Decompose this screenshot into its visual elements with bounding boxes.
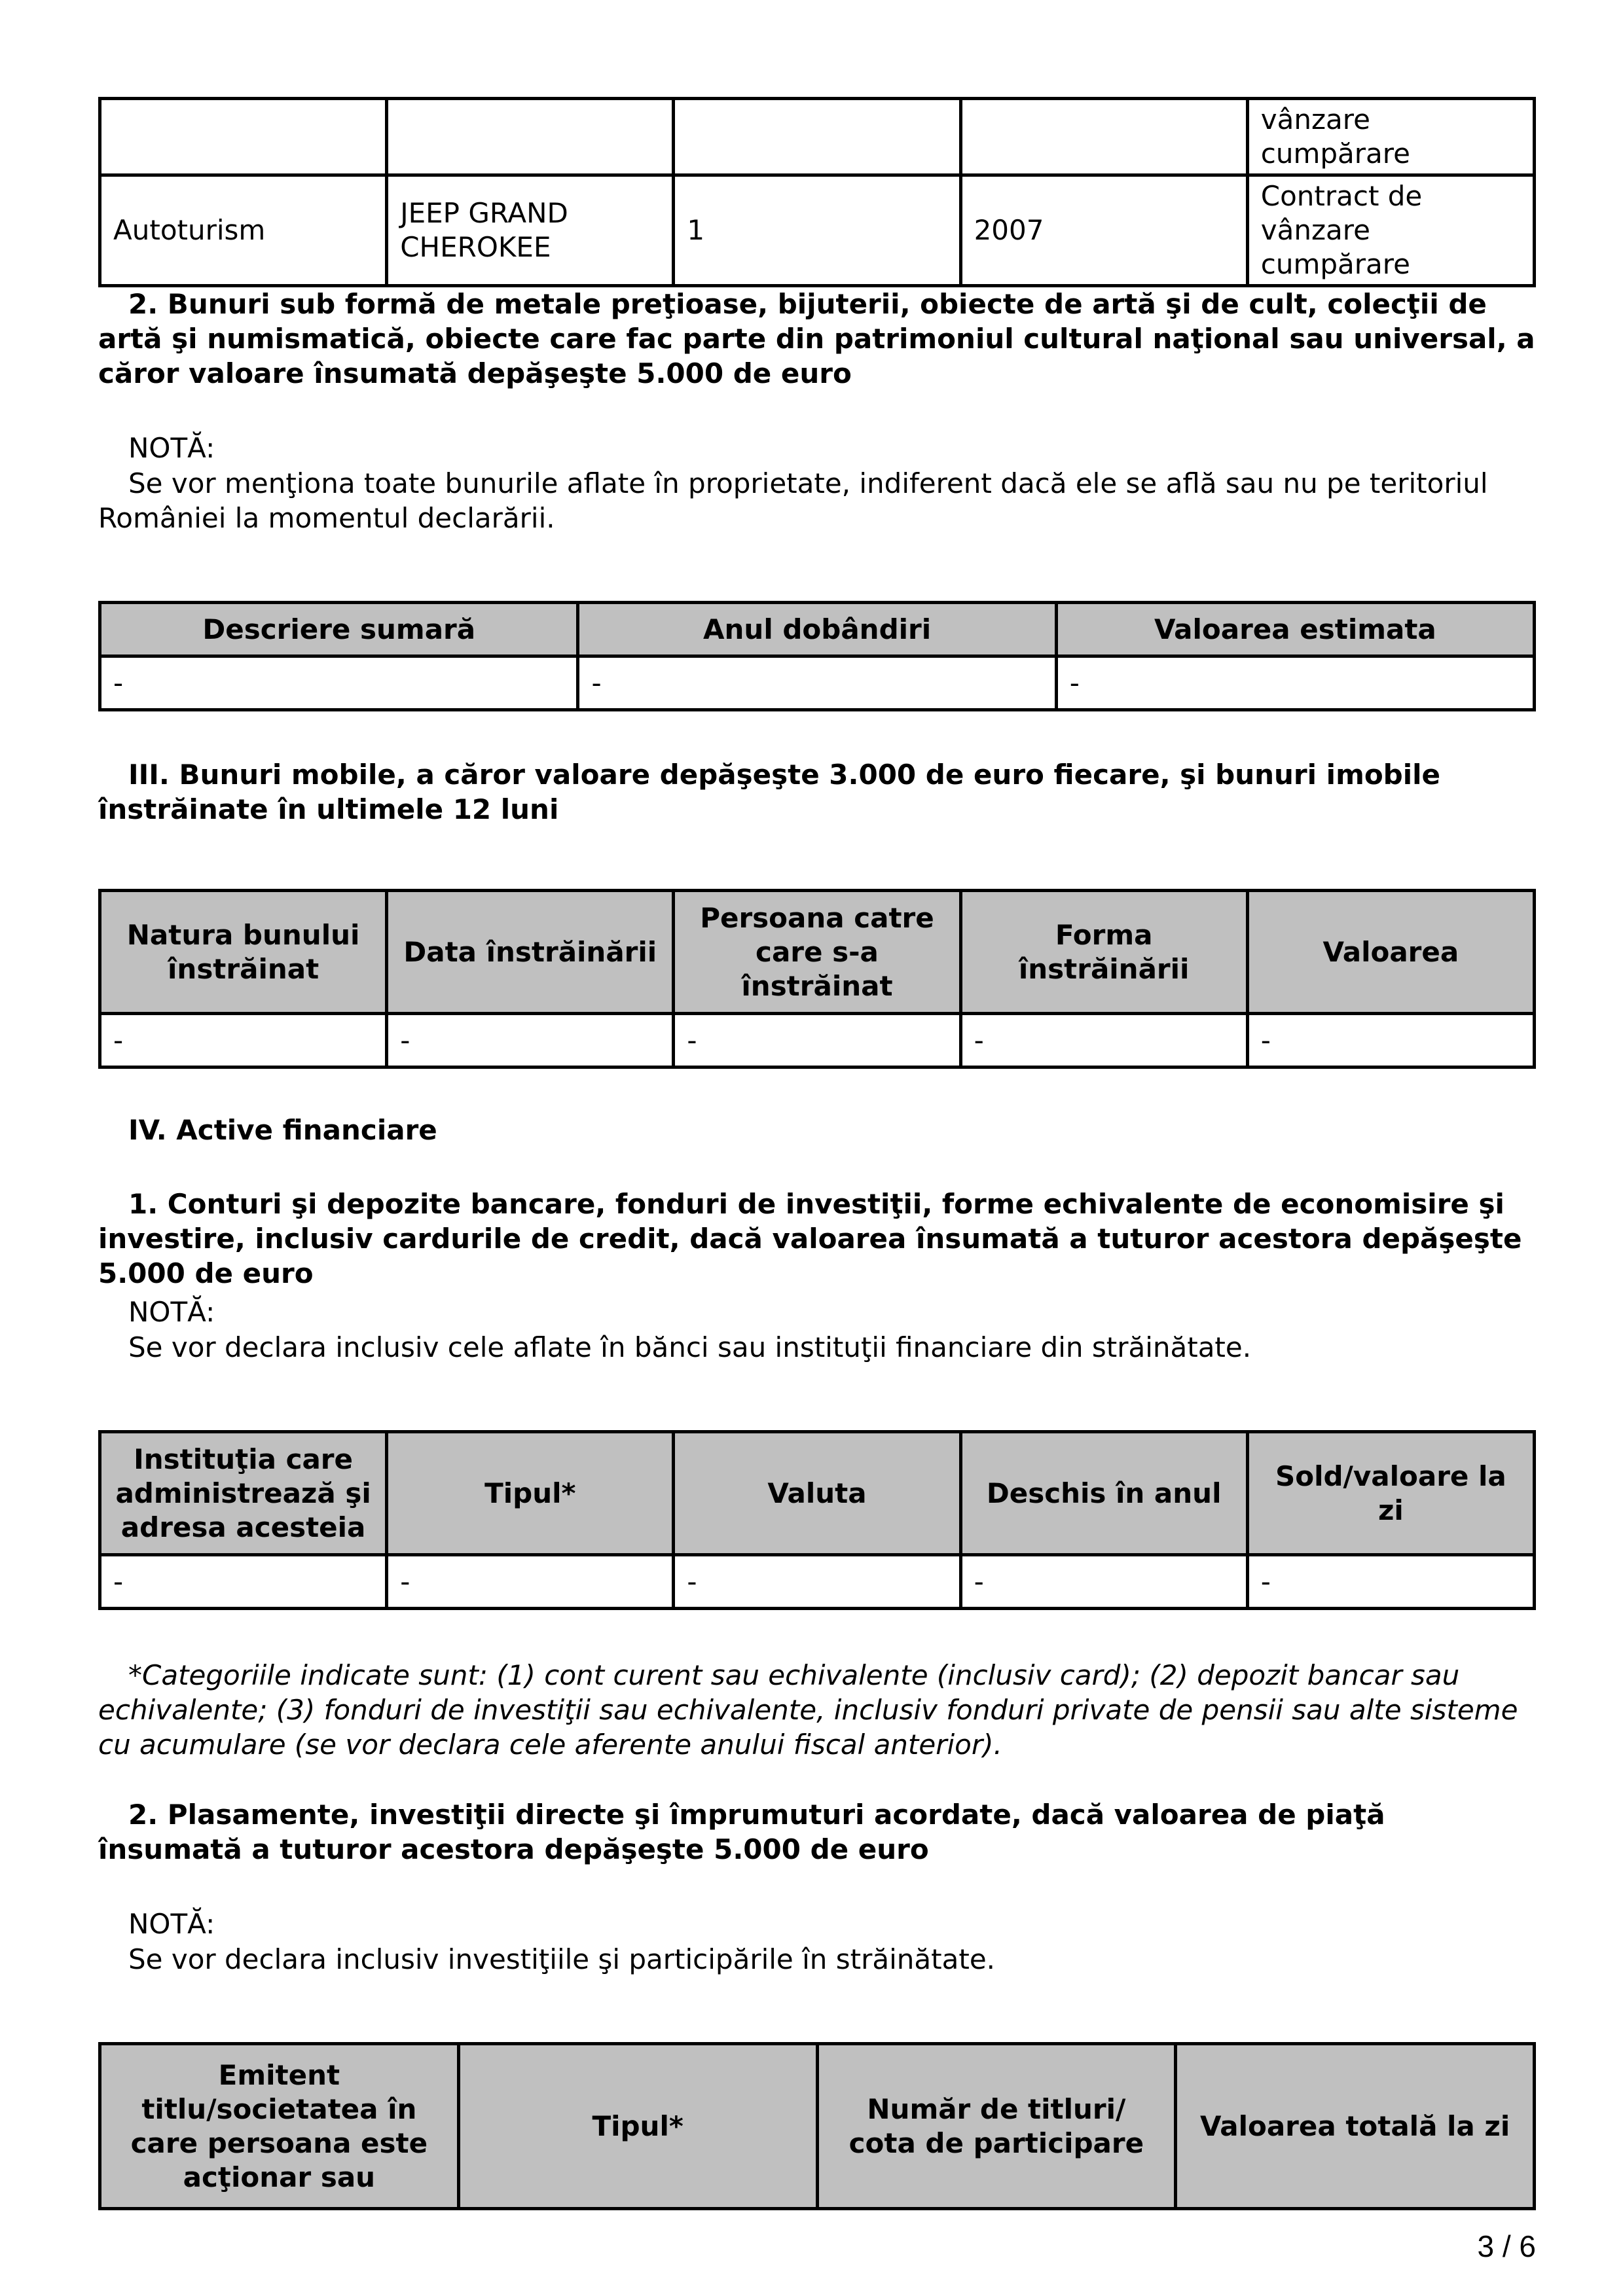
note-label-text: NOTĂ:: [128, 432, 215, 464]
table-cell: vânzare cumpărare: [1247, 99, 1534, 175]
section-heading: [98, 757, 1536, 827]
note-label: [98, 1295, 1536, 1329]
note-text: [98, 466, 1536, 535]
table-cell: [387, 99, 674, 175]
table-cell: -: [1056, 656, 1534, 710]
column-header: Natura bunului înstrăinat: [100, 891, 387, 1014]
column-header: Tipul*: [458, 2044, 817, 2209]
heading-text: 2. Bunuri sub formă de metale preţioase, bijuterii, obiecte de artă şi de cult, colecţii de artă şi numismatică, obiecte care fac parte din patrimoniul cultural naţional sau universal, a căror valoare însumată depăşeşte 5.000 de euro: [98, 288, 1535, 389]
column-header: Valuta: [674, 1432, 960, 1555]
table-cell: -: [1247, 1555, 1534, 1609]
column-header: Instituţia care administrează şi adresa acesteia: [100, 1432, 387, 1555]
note-body: Se vor declara inclusiv cele aflate în bănci sau instituţii financiare din străinătate.: [128, 1331, 1252, 1363]
table-cell: -: [674, 1014, 960, 1067]
column-header: Valoarea: [1247, 891, 1534, 1014]
table-cell: -: [960, 1014, 1247, 1067]
table-cell: [100, 99, 387, 175]
table-cell: [960, 99, 1247, 175]
note-text: [98, 1330, 1536, 1365]
investments-table: [98, 2042, 1536, 2210]
note-body: Se vor declara inclusiv investiţiile şi participările în străinătate.: [128, 1943, 996, 1975]
column-header: Persoana catre care s-a înstrăinat: [674, 891, 960, 1014]
note-label: [98, 431, 1536, 465]
column-header: Sold/valoare la zi: [1247, 1432, 1534, 1555]
footnote: [98, 1658, 1536, 1762]
table-row: [100, 1555, 1535, 1609]
table-header-row: [100, 2044, 1535, 2209]
table-cell: -: [100, 1014, 387, 1067]
heading-text: 1. Conturi şi depozite bancare, fonduri de investiţii, forme echivalente de economisire şi investire, inclusiv cardurile de credit, dacă valoarea însumată a tuturor acestora depăşeşte 5.000 de euro: [98, 1188, 1522, 1289]
table-cell: JEEP GRAND CHEROKEE: [387, 175, 674, 286]
table-row: [100, 656, 1535, 710]
note-label: [98, 1907, 1536, 1941]
note-body: Se vor menţiona toate bunurile aflate în proprietate, indiferent dacă ele se află sau nu pe teritoriul României la momentul declarării.: [98, 467, 1488, 534]
heading-text: IV. Active financiare: [128, 1114, 437, 1146]
bank-accounts-table: [98, 1430, 1536, 1610]
table-cell: [674, 99, 960, 175]
column-header: Valoarea totală la zi: [1176, 2044, 1535, 2209]
table-row: [100, 99, 1535, 175]
table-cell: -: [387, 1555, 674, 1609]
table-cell: -: [100, 656, 578, 710]
column-header: Anul dobândiri: [578, 603, 1056, 656]
note-label-text: NOTĂ:: [128, 1296, 215, 1328]
table-cell: 1: [674, 175, 960, 286]
page-number: 3 / 6: [1477, 2229, 1536, 2263]
column-header: Emitent titlu/societatea în care persoana este acţionar sau: [100, 2044, 459, 2209]
column-header: Tipul*: [387, 1432, 674, 1555]
subsection-heading: [98, 1797, 1536, 1867]
table-row: [100, 1014, 1535, 1067]
heading-text: 2. Plasamente, investiţii directe şi împrumuturi acordate, dacă valoarea de piaţă însumată a tuturor acestora depăşeşte 5.000 de euro: [98, 1799, 1385, 1865]
column-header: Deschis în anul: [960, 1432, 1247, 1555]
section-heading: [98, 1113, 1536, 1147]
table-cell: Contract de vânzare cumpărare: [1247, 175, 1534, 286]
subsection-heading: [98, 1187, 1536, 1291]
table-header-row: [100, 891, 1535, 1014]
vehicles-table: [98, 97, 1536, 287]
table-cell: -: [578, 656, 1056, 710]
heading-text: III. Bunuri mobile, a căror valoare depăşeşte 3.000 de euro fiecare, şi bunuri imobile înstrăinate în ultimele 12 luni: [98, 759, 1441, 825]
table-header-row: [100, 1432, 1535, 1555]
column-header: Data înstrăinării: [387, 891, 674, 1014]
table-cell: -: [674, 1555, 960, 1609]
column-header: Forma înstrăinării: [960, 891, 1247, 1014]
note-label-text: NOTĂ:: [128, 1908, 215, 1940]
table-cell: -: [960, 1555, 1247, 1609]
column-header: Descriere sumară: [100, 603, 578, 656]
column-header: Număr de titluri/ cota de participare: [817, 2044, 1176, 2209]
table-cell: 2007: [960, 175, 1247, 286]
valuables-table: [98, 601, 1536, 711]
table-cell: -: [1247, 1014, 1534, 1067]
column-header: Valoarea estimata: [1056, 603, 1534, 656]
footnote-text: *Categoriile indicate sunt: (1) cont curent sau echivalente (inclusiv card); (2) depozit bancar sau echivalente; (3) fonduri de investiţii sau echivalente, inclusiv fonduri private de pensii sau alte sisteme cu acumulare (se vor declara cele aferente anului fiscal anterior).: [98, 1659, 1518, 1761]
table-cell: -: [387, 1014, 674, 1067]
table-cell: Autoturism: [100, 175, 387, 286]
table-header-row: [100, 603, 1535, 656]
alienated-assets-table: [98, 889, 1536, 1069]
note-text: [98, 1942, 1536, 1977]
section-heading: [98, 287, 1536, 391]
table-cell: -: [100, 1555, 387, 1609]
table-row: [100, 175, 1535, 286]
